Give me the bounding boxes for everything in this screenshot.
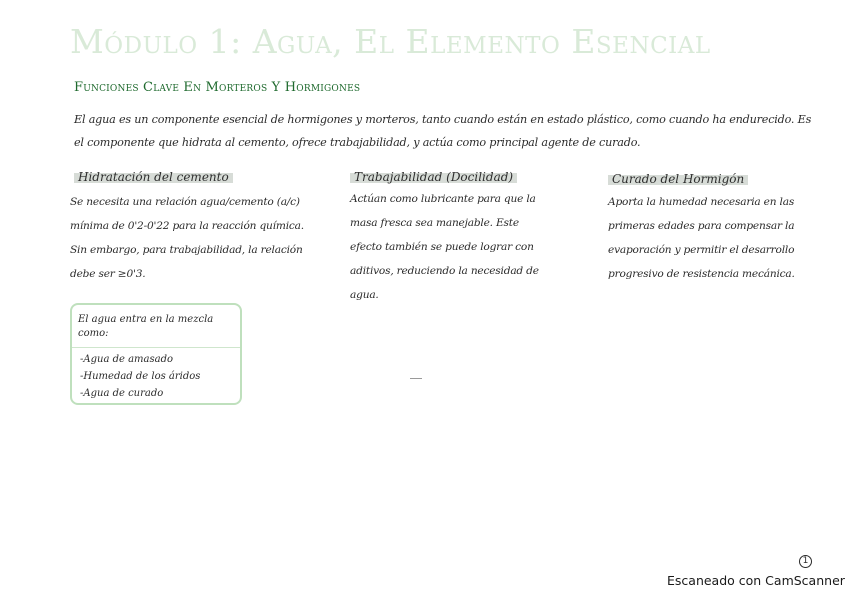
column-heading-trabajabilidad (350, 170, 517, 184)
column-body-trabajabilidad: Actúan como lubricante para que la masa fresca sea manejable. Este efecto también se puede lograr con aditivos, reduciendo la necesidad de agua. (350, 193, 539, 301)
column-body-curado: Aporta la humedad necesaria en las primeras edades para compensar la evaporación y permitir el desarrollo progresivo de resistencia mecánica. (608, 196, 795, 280)
scanner-watermark: Escaneado con CamScanner (667, 573, 845, 588)
stray-pen-mark (410, 378, 422, 379)
column-heading-text: Hidratación del cemento (78, 170, 229, 184)
column-heading-curado (608, 172, 748, 186)
note-heading: El agua entra en la mezcla como: (78, 314, 214, 339)
note-box (70, 303, 242, 405)
section-subtitle: Funciones Clave En Morteros Y Hormigones (74, 80, 361, 95)
column-heading-text: Curado del Hormigón (612, 172, 745, 186)
note-item: -Humedad de los áridos (80, 371, 201, 382)
page-number-circle: 1 (799, 555, 812, 568)
column-heading-hidratacion (74, 170, 233, 184)
column-body-hidratacion: Se necesita una relación agua/cemento (a/c) mínima de 0'2-0'22 para la reacción química. Sin embargo, para trabajabilidad, la relación debe ser ≥0'3. (70, 196, 304, 280)
intro-paragraph: El agua es un componente esencial de hormigones y morteros, tanto cuando están en estado plástico, como cuando ha endurecido. Es el componente que hidrata al cemento, ofrece trabajabilidad, y actúa como principal agente de curado. (74, 113, 812, 149)
column-heading-text: Trabajabilidad (Docilidad) (354, 170, 514, 184)
page-title: Módulo 1: Agua, El Elemento Esencial (70, 22, 711, 61)
note-item: -Agua de curado (80, 388, 164, 399)
note-divider (72, 347, 240, 348)
note-item: -Agua de amasado (80, 354, 174, 365)
note-list (80, 351, 200, 402)
